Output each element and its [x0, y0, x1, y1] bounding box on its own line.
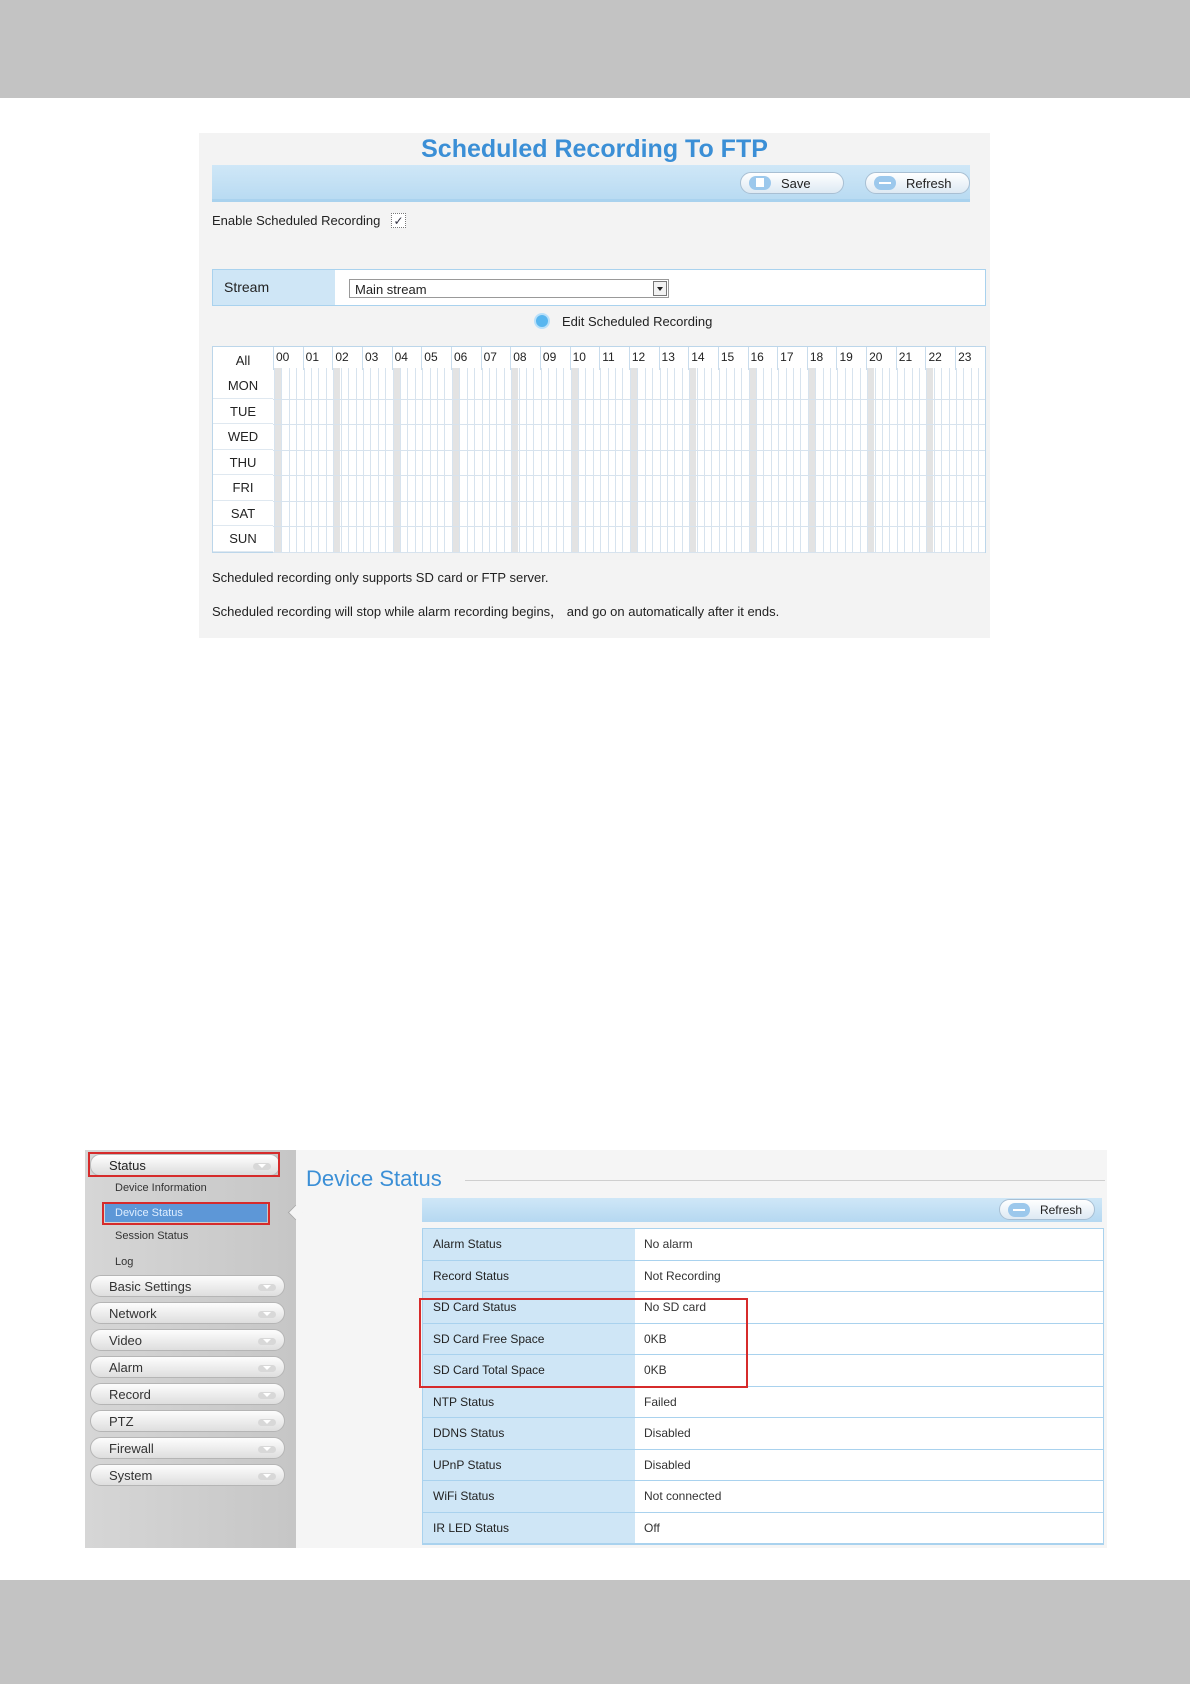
stream-label: Stream	[213, 270, 335, 305]
hour-label: 12	[631, 350, 646, 364]
status-value: Not connected	[644, 1489, 722, 1503]
hour-label: 23	[958, 350, 972, 364]
hour-label: 00	[276, 350, 290, 364]
sidebar-item-label: Alarm	[109, 1360, 143, 1375]
sidebar-item-record[interactable]	[90, 1383, 285, 1405]
day-label[interactable]: SAT	[213, 501, 273, 527]
page-header-band	[0, 0, 1190, 98]
hour-label: 18	[809, 350, 824, 364]
day-label[interactable]: MON	[213, 373, 273, 399]
hour-label: 09	[542, 350, 557, 364]
status-value: Not Recording	[644, 1268, 721, 1283]
edit-scheduled-recording[interactable]	[534, 313, 712, 329]
table-row	[423, 1418, 1103, 1450]
status-key: SD Card Free Space	[423, 1324, 635, 1355]
refresh-icon	[1008, 1203, 1030, 1217]
chevron-down-icon	[258, 1419, 276, 1426]
hour-label: 11	[602, 350, 615, 364]
sidebar-item-firewall[interactable]	[90, 1437, 285, 1459]
hour-column[interactable]	[955, 347, 985, 370]
status-key: Record Status	[423, 1261, 635, 1292]
row-divider	[273, 501, 985, 502]
page-title: Device Status	[306, 1166, 442, 1191]
note-alarm: Scheduled recording will stop while alarm recording begins， and go on automatically after it ends.	[212, 604, 780, 619]
row-divider	[273, 450, 985, 451]
sidebar-item-label: Firewall	[109, 1441, 154, 1456]
hour-column[interactable]	[659, 347, 689, 370]
hour-column[interactable]	[718, 347, 748, 370]
row-divider	[273, 399, 985, 400]
sidebar-item-label: System	[109, 1468, 153, 1483]
hour-column[interactable]	[836, 347, 866, 370]
toolbar	[422, 1198, 1102, 1222]
status-key: SD Card Total Space	[423, 1355, 635, 1386]
hour-label: 19	[839, 350, 853, 364]
refresh-label: Refresh	[1039, 1202, 1082, 1217]
edit-scheduled-recording-label: Edit Scheduled Recording	[562, 313, 713, 329]
hour-label: 21	[898, 350, 913, 364]
sidebar-item-label: Video	[109, 1333, 143, 1348]
sidebar-item-label: Basic Settings	[109, 1279, 192, 1294]
save-button[interactable]	[740, 172, 844, 194]
status-value: Failed	[644, 1394, 677, 1409]
hour-label: 20	[869, 350, 883, 364]
enable-scheduled-recording-checkbox[interactable]: ✓	[391, 213, 406, 228]
status-key: UPnP Status	[423, 1450, 635, 1481]
stream-select-value: Main stream	[355, 282, 427, 297]
sidebar-item-device-information[interactable]: Device Information	[115, 1182, 207, 1194]
hour-label: 22	[928, 350, 942, 364]
chevron-down-icon	[258, 1473, 276, 1480]
day-labels	[213, 373, 273, 552]
day-label[interactable]: SUN	[213, 526, 273, 552]
hour-column[interactable]	[866, 347, 896, 370]
device-status-panel	[85, 1150, 1107, 1548]
radio-icon[interactable]	[534, 313, 550, 329]
table-row	[423, 1513, 1103, 1545]
table-row	[423, 1450, 1103, 1482]
sidebar-item-basic-settings[interactable]	[90, 1275, 285, 1297]
hour-column[interactable]	[510, 347, 540, 370]
hour-column[interactable]	[688, 347, 718, 370]
hour-label: 06	[453, 350, 468, 364]
day-label[interactable]: WED	[213, 424, 273, 450]
status-value: Disabled	[644, 1426, 691, 1440]
hour-label: 02	[335, 350, 349, 364]
hour-label: 03	[364, 350, 379, 364]
hour-label: 01	[305, 350, 320, 364]
day-label[interactable]: THU	[213, 450, 273, 476]
select-all-cell[interactable]: All	[213, 347, 273, 373]
note-sd-ftp: Scheduled recording only supports SD card or FTP server.	[212, 570, 549, 585]
hour-column[interactable]	[451, 347, 481, 370]
hour-column[interactable]	[362, 347, 392, 370]
stream-row	[212, 269, 986, 306]
page-footer-band	[0, 1580, 1190, 1684]
sidebar-item-system[interactable]	[90, 1464, 285, 1486]
hour-column[interactable]	[629, 347, 659, 370]
refresh-button[interactable]	[999, 1199, 1095, 1220]
hour-label: 14	[691, 350, 705, 364]
hour-column[interactable]	[303, 347, 333, 370]
status-value: No alarm	[644, 1237, 693, 1251]
status-value: Disabled	[644, 1457, 691, 1472]
hour-column[interactable]	[392, 347, 422, 370]
status-key: DDNS Status	[423, 1418, 635, 1449]
chevron-down-icon	[258, 1284, 276, 1291]
hour-column[interactable]	[807, 347, 837, 370]
sidebar-item-network[interactable]	[90, 1302, 285, 1324]
status-key: WiFi Status	[423, 1481, 635, 1512]
hour-label: 15	[720, 350, 735, 364]
toolbar	[212, 165, 970, 202]
chevron-down-icon	[258, 1446, 276, 1453]
hour-column[interactable]	[570, 347, 600, 370]
chevron-down-icon	[258, 1338, 276, 1345]
scheduled-recording-panel	[199, 133, 990, 638]
sidebar-item-label: Record	[109, 1387, 151, 1402]
hour-label: 04	[394, 350, 408, 364]
refresh-button[interactable]	[865, 172, 970, 194]
chevron-down-icon	[258, 1365, 276, 1372]
sidebar-item-log[interactable]: Log	[115, 1256, 134, 1268]
hour-label: 08	[513, 350, 527, 364]
chevron-down-icon[interactable]	[653, 281, 667, 296]
schedule-grid[interactable]	[212, 346, 986, 553]
page-title: Scheduled Recording To FTP	[421, 135, 768, 163]
table-row	[423, 1229, 1103, 1261]
status-value: 0KB	[644, 1331, 667, 1346]
highlight-box	[102, 1202, 270, 1225]
stream-select[interactable]	[349, 279, 669, 298]
hour-column[interactable]	[540, 347, 570, 370]
refresh-icon	[874, 176, 896, 190]
highlight-box	[419, 1298, 748, 1388]
day-label[interactable]: FRI	[213, 475, 273, 501]
status-key: Alarm Status	[423, 1229, 635, 1260]
hour-column[interactable]	[481, 347, 511, 370]
table-row	[423, 1387, 1103, 1419]
row-divider	[273, 475, 985, 476]
sidebar-item-session-status[interactable]: Session Status	[115, 1230, 189, 1242]
row-divider	[273, 424, 985, 425]
sidebar-item-label: Status	[109, 1158, 146, 1173]
day-label[interactable]: TUE	[213, 399, 273, 425]
save-label: Save	[781, 175, 811, 191]
refresh-label: Refresh	[906, 175, 952, 191]
sidebar-item-ptz[interactable]	[90, 1410, 285, 1432]
chevron-down-icon	[258, 1392, 276, 1399]
row-divider	[273, 526, 985, 527]
grid-rows	[273, 368, 985, 552]
sidebar-item-alarm[interactable]	[90, 1356, 285, 1378]
sidebar	[85, 1150, 296, 1548]
hour-label: 10	[572, 350, 586, 364]
status-value: No SD card	[644, 1300, 707, 1314]
highlight-box	[88, 1152, 280, 1177]
status-key: NTP Status	[423, 1387, 635, 1418]
chevron-down-icon	[258, 1311, 276, 1318]
status-key: SD Card Status	[423, 1292, 635, 1323]
hour-label: 07	[483, 350, 497, 364]
status-value: 0KB	[644, 1363, 667, 1377]
row-divider	[273, 552, 985, 553]
hour-column[interactable]	[925, 347, 955, 370]
hour-column[interactable]	[748, 347, 778, 370]
hour-label: 13	[661, 350, 675, 364]
hour-column[interactable]	[421, 347, 451, 370]
title-divider	[465, 1180, 1105, 1181]
status-key: IR LED Status	[423, 1513, 635, 1544]
sidebar-item-video[interactable]	[90, 1329, 285, 1351]
save-icon	[749, 176, 771, 190]
table-row	[423, 1261, 1103, 1293]
hour-label: 17	[780, 350, 794, 364]
sidebar-item-device-status[interactable]: Device Status	[105, 1204, 267, 1222]
status-value: Off	[644, 1520, 660, 1535]
hour-column[interactable]	[332, 347, 362, 370]
hour-column[interactable]	[273, 347, 303, 370]
sidebar-item-label: PTZ	[109, 1414, 134, 1429]
hour-column[interactable]	[896, 347, 926, 370]
hour-label: 05	[424, 350, 438, 364]
table-row	[423, 1481, 1103, 1513]
hour-header	[273, 347, 985, 370]
enable-scheduled-recording-label: Enable Scheduled Recording	[212, 213, 381, 228]
hour-column[interactable]	[599, 347, 629, 370]
sidebar-item-label: Network	[109, 1306, 157, 1321]
hour-column[interactable]	[777, 347, 807, 370]
hour-label: 16	[750, 350, 764, 364]
